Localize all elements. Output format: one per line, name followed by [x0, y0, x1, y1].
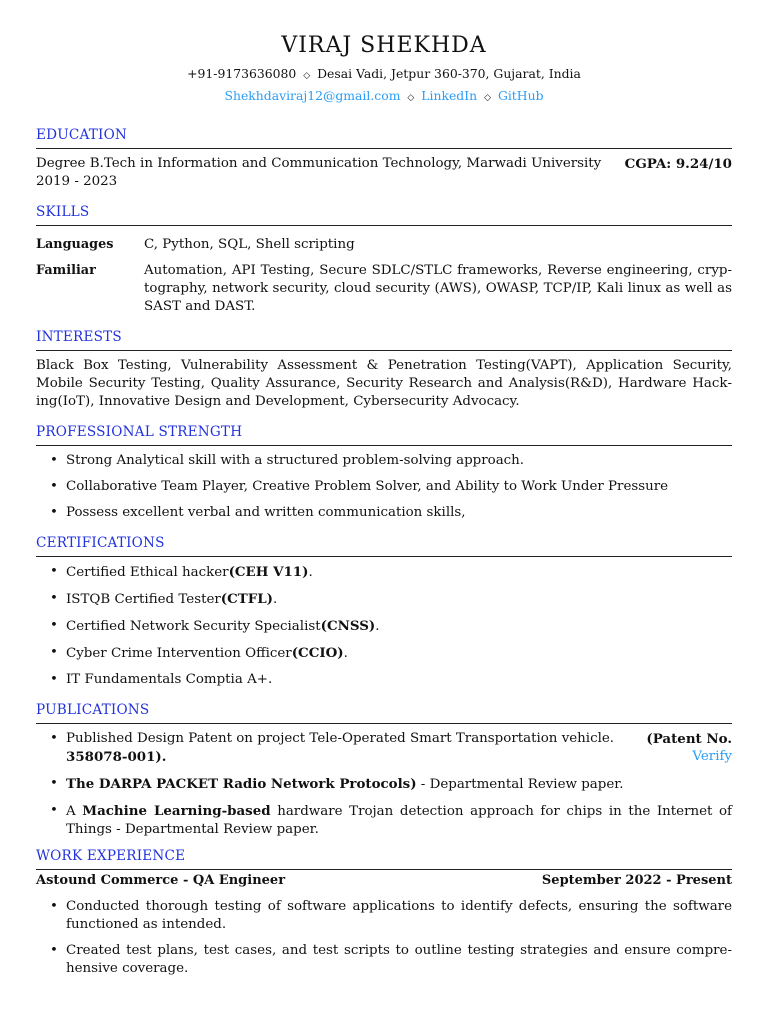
darpa-tail: - Departmental Review paper.	[416, 777, 624, 792]
separator-icon: ◇	[484, 93, 491, 103]
section-divider	[36, 148, 732, 149]
ml-tail: hardware Trojan detection approach for chips in the Internet of Things - Departmental Review paper.	[66, 804, 733, 837]
cert-code: (CEH V11)	[228, 564, 309, 580]
list-item-text: Strong Analytical skill with a structured problem-solving approach.	[66, 453, 525, 468]
publications-heading: PUBLICATIONS	[36, 702, 150, 718]
cert-code: (CTFL)	[220, 591, 274, 607]
skill-value: C, Python, SQL, Shell scripting	[144, 237, 355, 252]
cert-tail: .	[273, 592, 278, 607]
certifications-list	[36, 563, 732, 689]
list-item	[36, 802, 732, 839]
strength-list	[36, 452, 732, 522]
section-divider	[36, 723, 732, 724]
list-item	[36, 590, 732, 609]
list-item	[36, 478, 732, 496]
degree-text: Degree B.Tech in Information and Communication Technology, Marwadi University	[36, 156, 602, 171]
bullet-icon: •	[50, 803, 58, 818]
patent-text: Published Design Patent on project Tele-Operated Smart Transportation vehicle.	[66, 731, 615, 746]
skills-heading: SKILLS	[36, 204, 90, 220]
skill-label: Languages	[36, 237, 114, 252]
section-divider	[36, 445, 732, 446]
bullet-icon: •	[50, 505, 58, 520]
bullet-icon: •	[50, 479, 58, 494]
cert-name: IT Fundamentals Comptia A+.	[66, 672, 273, 687]
contact-line	[36, 64, 732, 86]
list-item	[36, 504, 732, 522]
cert-tail: .	[343, 646, 348, 661]
skill-row-languages	[36, 236, 732, 254]
list-item-text: Created test plans, test cases, and test scripts to outline testing strategies and ensure comprehensive coverage.	[66, 943, 732, 976]
list-item	[36, 617, 732, 636]
email-link[interactable]: Shekhdaviraj12@gmail.com	[224, 88, 401, 103]
bullet-icon: •	[50, 564, 58, 579]
ml-prefix: A	[66, 804, 83, 819]
list-item	[36, 898, 732, 934]
bullet-icon: •	[50, 776, 58, 791]
work-dates: September 2022 - Present	[541, 873, 732, 888]
list-item-text: Collaborative Team Player, Creative Problem Solver, and Ability to Work Under Pressure	[66, 479, 669, 494]
skill-value: Automation, API Testing, Secure SDLC/STLC frameworks, Reverse engineering, cryptography, network security, cloud security (AWS), OWASP, TCP/IP, Kali linux as well as SAST and DAST.	[144, 263, 732, 314]
education-row	[36, 155, 732, 173]
work-role-row	[36, 872, 732, 890]
interests-heading: INTERESTS	[36, 329, 122, 345]
bullet-icon: •	[50, 899, 58, 914]
separator-icon: ◇	[407, 93, 415, 103]
cert-tail: .	[308, 565, 313, 580]
list-item	[36, 730, 732, 767]
list-item	[36, 452, 732, 470]
patent-number: 358078-001).	[66, 749, 167, 765]
links-line	[36, 86, 732, 108]
bullet-icon: •	[50, 453, 58, 468]
strength-heading: PROFESSIONAL STRENGTH	[36, 424, 243, 440]
cert-name: Certified Network Security Specialist	[66, 619, 321, 634]
cert-tail: .	[375, 619, 380, 634]
phone-number: +91-9173636080	[187, 66, 297, 81]
cert-name: Cyber Crime Intervention Officer	[66, 646, 292, 661]
certifications-heading: CERTIFICATIONS	[36, 535, 165, 551]
skill-label: Familiar	[36, 263, 96, 278]
education-years: 2019 - 2023	[36, 174, 118, 189]
work-list	[36, 898, 732, 978]
list-item-text: Possess excellent verbal and written communication skills,	[66, 505, 466, 520]
section-divider	[36, 225, 732, 226]
candidate-name: VIRAJ SHEKHDA	[281, 33, 487, 58]
verify-link[interactable]: Verify	[692, 749, 732, 764]
list-item	[36, 671, 732, 689]
cert-name: ISTQB Certified Tester	[66, 592, 221, 607]
skill-row-familiar	[36, 262, 732, 316]
section-divider	[36, 869, 732, 870]
ml-bold: Machine Learning-based	[82, 803, 271, 819]
darpa-title: The DARPA PACKET Radio Network Protocols)	[66, 776, 417, 792]
cgpa-text: CGPA: 9.24/10	[624, 156, 732, 172]
separator-icon: ◇	[303, 71, 311, 81]
education-heading: EDUCATION	[36, 127, 128, 143]
bullet-icon: •	[50, 618, 58, 633]
work-heading: WORK EXPERIENCE	[36, 848, 186, 864]
list-item	[36, 563, 732, 582]
bullet-icon: •	[50, 672, 58, 687]
list-item	[36, 942, 732, 978]
interests-text: Black Box Testing, Vulnerability Assessment & Penetration Testing(VAPT), Application Security, Mobile Security Testing, Quality Assurance, Security Research and Analysis(R&D), Hardware Hacking(IoT), Innovative Design and Development, Cybersecurity Advocacy.	[36, 358, 732, 409]
company-role: Astound Commerce - QA Engineer	[36, 873, 286, 888]
patent-label: (Patent No.	[646, 731, 732, 747]
bullet-icon: •	[50, 731, 58, 746]
publications-list	[36, 730, 732, 839]
linkedin-link[interactable]: LinkedIn	[421, 88, 478, 103]
address: Desai Vadi, Jetpur 360-370, Gujarat, India	[317, 66, 581, 81]
section-divider	[36, 350, 732, 351]
bullet-icon: •	[50, 591, 58, 606]
list-item-text: Conducted thorough testing of software applications to identify defects, ensuring the software functioned as intended.	[66, 899, 732, 932]
section-divider	[36, 556, 732, 557]
github-link[interactable]: GitHub	[497, 88, 544, 103]
cert-name: Certified Ethical hacker	[66, 565, 229, 580]
bullet-icon: •	[50, 943, 58, 958]
list-item	[36, 644, 732, 663]
cert-code: (CCIO)	[291, 645, 344, 661]
bullet-icon: •	[50, 645, 58, 660]
cert-code: (CNSS)	[320, 618, 376, 634]
list-item	[36, 775, 732, 794]
